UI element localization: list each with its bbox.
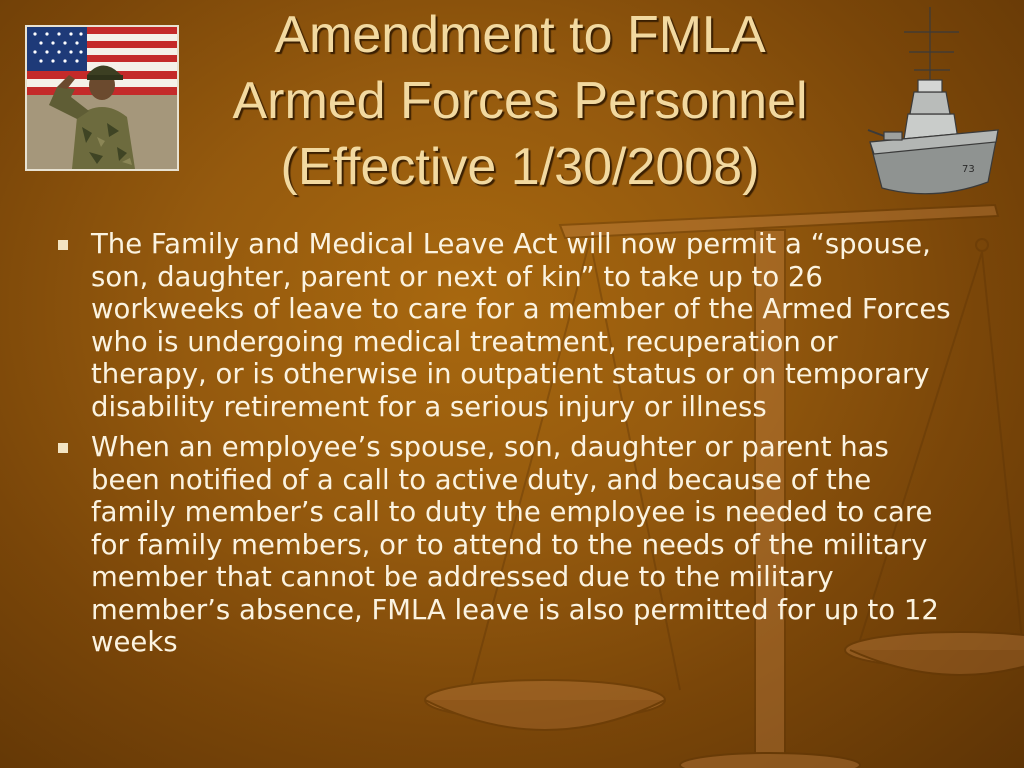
square-bullet-icon bbox=[58, 443, 68, 453]
title-line-1: Amendment to FMLA bbox=[274, 6, 766, 64]
svg-text:73: 73 bbox=[962, 164, 975, 175]
list-item bbox=[55, 431, 955, 659]
bullet-text: The Family and Medical Leave Act will now permit a “spouse, son, daughter, parent or next of kin” to take up to 26 workweeks of leave to care for a member of the Armed Forces who is undergoing medical treatment, recuperation or therapy, or is otherwise in outpatient status or on temporary disability retirement for a serious injury or illness bbox=[91, 228, 951, 423]
bullet-text: When an employee’s spouse, son, daughter or parent has been notified of a call to active duty, and because of the family member’s call to duty the employee is needed to care for family members, or to attend to the needs of the military member that cannot be addressed due to the military member’s absence, FMLA leave is also permitted for up to 12 weeks bbox=[91, 431, 939, 658]
navy-warship-image bbox=[864, 2, 1004, 207]
bullet-list bbox=[55, 228, 955, 667]
slide-title bbox=[190, 2, 850, 200]
saluting-soldier-flag-image bbox=[25, 25, 179, 171]
title-line-2: Armed Forces Personnel bbox=[232, 72, 808, 130]
list-item bbox=[55, 228, 955, 423]
title-line-3: (Effective 1/30/2008) bbox=[280, 138, 760, 196]
square-bullet-icon bbox=[58, 240, 68, 250]
